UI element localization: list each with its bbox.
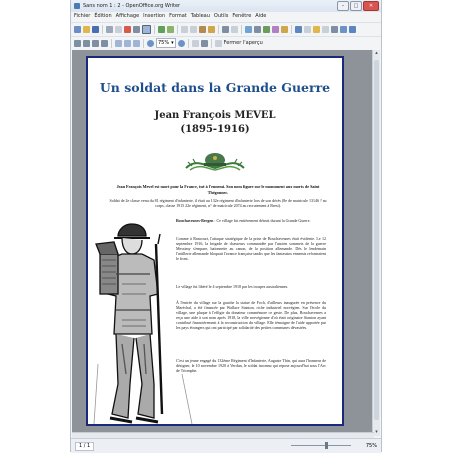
menu-format[interactable]: Format [169,13,187,19]
hyperlink-icon[interactable] [245,26,252,33]
edit-file-icon[interactable] [115,26,122,33]
zoom-select[interactable] [156,38,176,48]
paragraph-attack: Comme à Rancourt, l'attaque stratégique de la prise de Bouchavesnes était évidente. Le 12 septembre 1916, la brigade de chasseurs commandée par l'ancien sommets de la guerre Messimy s'empare, baïonnette au canon, de la position allemande. Dès le lendemain l'artillerie allemande bloquait l'avance française tandis que les fantassins ennemis reformaient le front. [176,236,326,262]
toolbar-separator [102,25,103,34]
find-replace-icon[interactable] [295,26,302,33]
app-icon [74,3,80,9]
menu-aide[interactable]: Aide [255,13,267,19]
toolbar-separator [291,25,292,34]
undo-icon[interactable] [222,26,229,33]
help-icon[interactable] [349,26,356,33]
zoom-value: 75% [158,40,170,46]
helmet-emblem-image [182,148,248,174]
spellcheck-icon[interactable] [158,26,165,33]
maximize-button[interactable]: □ [350,1,362,11]
paragraph-bouchavesnes [176,218,326,223]
copy-icon[interactable] [190,26,197,33]
scroll-thumb[interactable] [374,60,379,420]
toolbar-separator [177,25,178,34]
full-screen-icon[interactable] [192,40,199,47]
gallery-icon[interactable] [313,26,320,33]
email-icon[interactable] [106,26,113,33]
minimize-button[interactable]: – [337,1,349,11]
window-controls [337,1,379,11]
window-title: Sans nom 1 : 2 - OpenOffice.org Writer [83,3,181,9]
image-icon[interactable] [263,26,270,33]
new-document-icon[interactable] [74,26,81,33]
datasources-icon[interactable] [322,26,329,33]
toolbar-separator [218,25,219,34]
vertical-scrollbar[interactable] [372,50,380,436]
document-author: Jean François MEVEL [154,110,276,121]
status-zoom-value: 75% [365,443,377,449]
export-pdf-icon[interactable] [124,26,131,33]
intro-paragraph: Soldat de 2e classe venu du 81 régiment d'infanterie, il était au 132e régiment d'infanterie lors de son décès (8e de matricule 13146 ? au corps, classe 1915 22e régiment, n° de matricule 2074 au recrutement à Brest). [109,198,327,209]
next-page-icon[interactable] [83,40,90,47]
zoom-icon[interactable] [340,26,347,33]
title-bar [71,0,381,12]
page-indicator: 1 / 1 [75,442,94,451]
standard-toolbar [71,22,381,35]
first-page-icon[interactable] [92,40,99,47]
menu-insertion[interactable]: Insertion [143,13,166,19]
nonprinting-chars-icon[interactable] [331,26,338,33]
paste-icon[interactable] [199,26,206,33]
paragraph-foch-statue: À l'entrée du village sur la gauche la statue de Foch, d'ailleurs inaugurée en présence du Maréchal, a été financée par Wallace Stanton, riche industriel norvégien. Sur l'école du village, une plaque à l'effigie du donateur commémore ce geste. De plus, Bouchavesnes a reçu une aide à son nom après 1918, la ville norvégienne d'où était originaire Stanton ayant contribué financièrement à la reconstruction du village. Elle témoigne de l'aide apportée par les pays étrangers qui ont participé par solidarité des petites communes dévastées. [176,300,326,331]
menu-fenetre[interactable]: Fenêtre [232,13,252,19]
menu-tableau[interactable]: Tableau [190,13,210,19]
zoom-out-icon[interactable] [178,40,185,47]
close-button[interactable]: ✕ [363,1,379,11]
menu-affichage[interactable]: Affichage [115,13,140,19]
document-years: (1895-1916) [180,124,250,135]
open-folder-icon[interactable] [83,26,90,33]
multiple-pages-icon[interactable] [124,40,131,47]
zoom-in-icon[interactable] [147,40,154,47]
bouchavesnes-label: Bouchavesnes-Bergen [176,218,214,223]
toolbar-separator [111,39,112,48]
table-icon[interactable] [254,26,261,33]
print-preview-icon[interactable] [201,40,208,47]
chart-icon[interactable] [272,26,279,33]
two-pages-icon[interactable] [115,40,122,47]
status-bar [71,438,381,453]
intro-bold-paragraph: Jean François Mevel est mort pour la France, tué à l'ennemi. Son nom figure sur le monument aux morts de Saint Thégonnec. [116,184,320,195]
previous-page-icon[interactable] [74,40,81,47]
print-icon[interactable] [133,26,140,33]
zoom-slider[interactable] [291,445,351,446]
navigator-icon[interactable] [304,26,311,33]
toolbar-separator [143,39,144,48]
clone-format-icon[interactable] [208,26,215,33]
paragraph-unknown-soldier: C'est un jeune engagé du 132ème Régiment d'Infanterie, Auguste Thin, qui aura l'honneur de désigner, le 10 novembre 1920 à Verdun, le soldat inconnu qui repose aujourd'hui sous l'Arc de Triomphe. [176,358,326,374]
redo-icon[interactable] [231,26,238,33]
close-preview-icon [215,40,222,47]
toolbar-separator [241,25,242,34]
save-icon[interactable] [92,26,99,33]
menu-edition[interactable]: Édition [94,13,112,19]
paragraph-liberation: Le village fut libéré le 4 septembre 1918 par les troupes australiennes. [176,284,289,289]
menu-outils[interactable]: Outils [213,13,229,19]
close-preview-button[interactable] [215,40,263,47]
document-page [86,56,344,426]
book-view-icon[interactable] [133,40,140,47]
page-preview-icon[interactable] [142,25,151,34]
scroll-up-icon[interactable]: ▴ [375,50,378,56]
toolbar-separator [211,39,212,48]
toolbar-separator [154,25,155,34]
chevron-down-icon: ▾ [171,40,174,46]
bouchavesnes-text: : Ce village fut entièrement détruit durant la Grande Guerre. [213,218,311,223]
zoom-slider-handle[interactable] [325,442,328,449]
cut-icon[interactable] [181,26,188,33]
preview-toolbar [71,36,381,49]
toolbar-separator [188,39,189,48]
last-page-icon[interactable] [101,40,108,47]
draw-functions-icon[interactable] [281,26,288,33]
autospell-icon[interactable] [167,26,174,33]
menu-bar [71,12,381,21]
menu-fichier[interactable]: Fichier [74,13,91,19]
document-title: Un soldat dans la Grande Guerre [99,80,331,95]
close-preview-label: Fermer l'aperçu [223,40,263,46]
scroll-down-icon[interactable]: ▾ [375,429,378,435]
